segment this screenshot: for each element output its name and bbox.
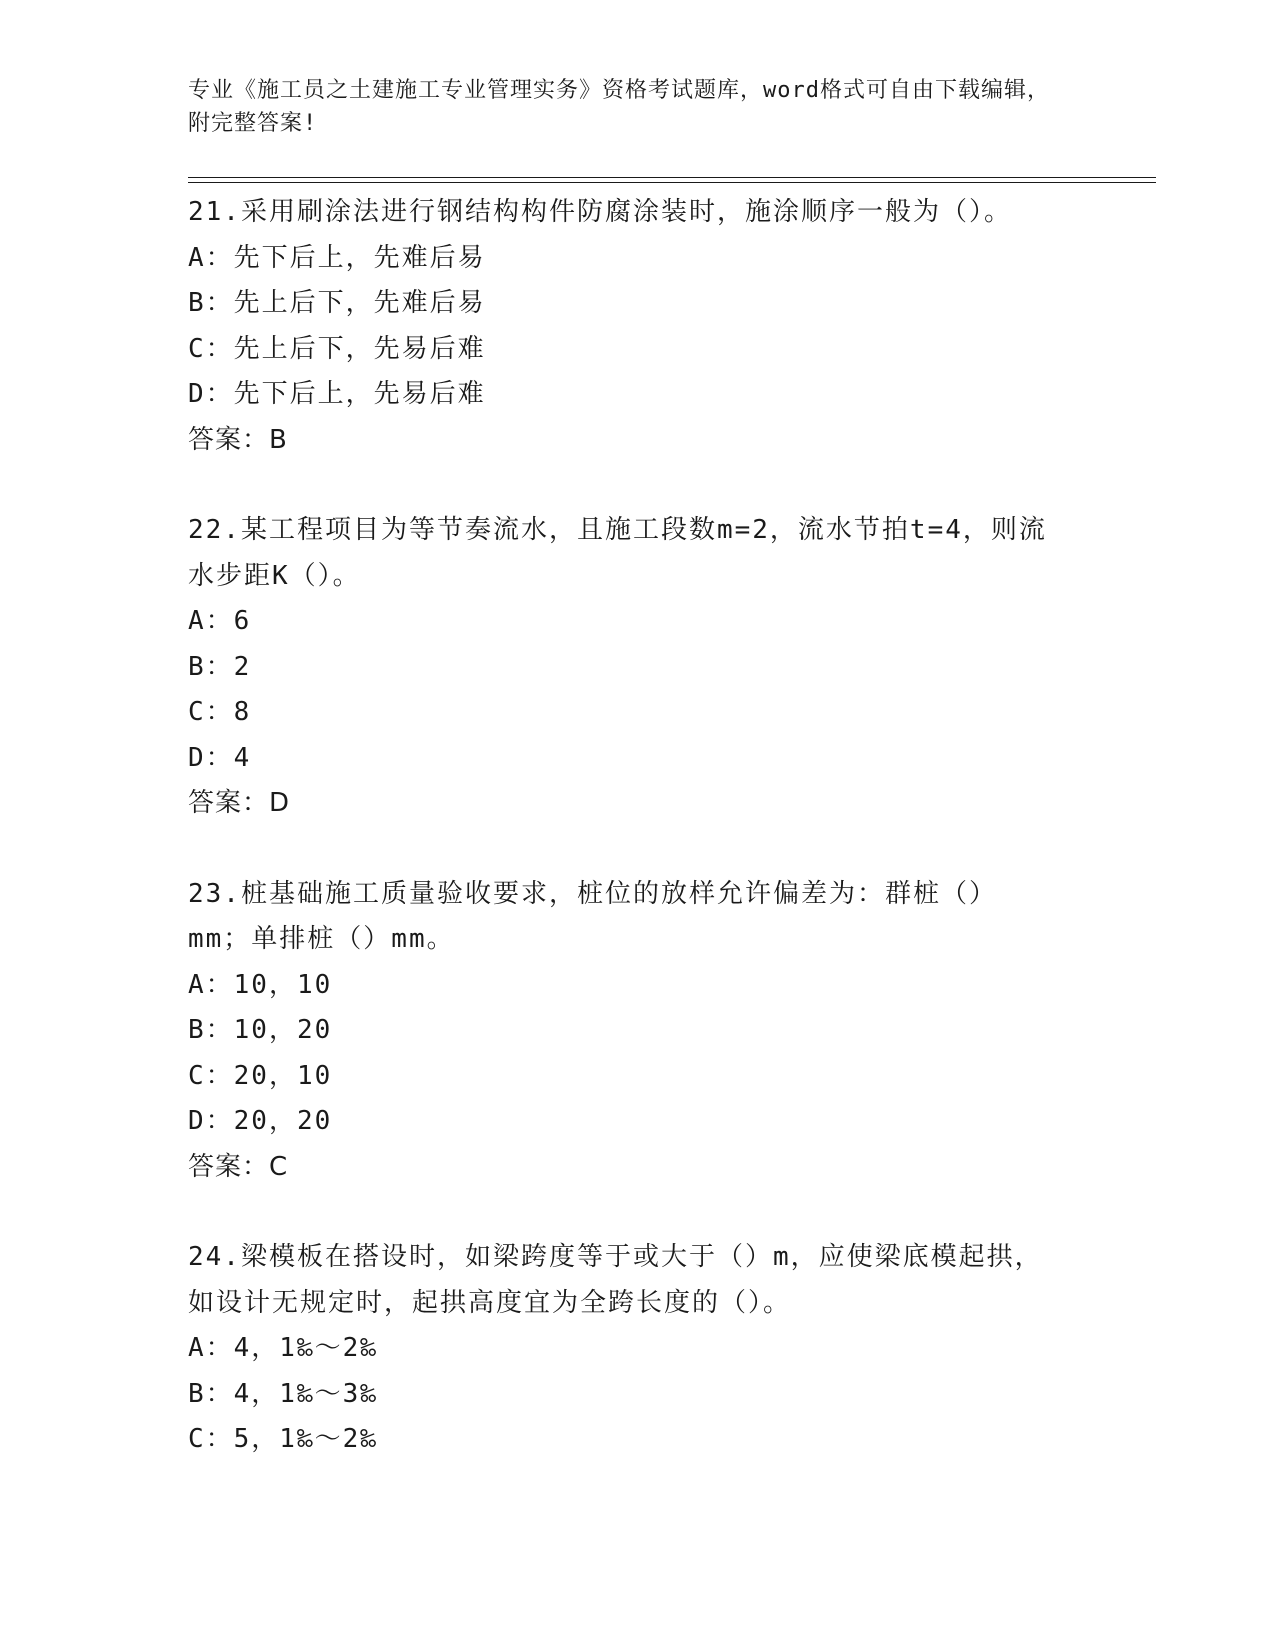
- question-text: 23.桩基础施工质量验收要求，桩位的放样允许偏差为：群桩（）mm；单排桩（）mm。: [188, 878, 997, 954]
- option-a: A：先下后上，先难后易: [188, 242, 486, 273]
- option-b: B：10，20: [188, 1015, 333, 1045]
- answer: 答案：D: [188, 788, 291, 818]
- option-a: A：6: [188, 606, 252, 636]
- option-a: A：4，1‰～2‰: [188, 1333, 378, 1363]
- option-c: C：5，1‰～2‰: [188, 1424, 378, 1454]
- option-c: C：20，10: [188, 1060, 333, 1091]
- document-header: 专业《施工员之土建施工专业管理实务》资格考试题库，word格式可自由下载编辑，附完整答案!: [188, 78, 1050, 136]
- question-text: 22.某工程项目为等节奏流水，且施工段数m=2，流水节拍t=4，则流水步距K（）。: [188, 515, 1047, 591]
- question-22: [188, 508, 1088, 827]
- header-rule-bottom: [188, 182, 1156, 183]
- option-d: D：先下后上，先易后难: [188, 379, 486, 409]
- question-list: [188, 190, 1088, 1508]
- option-b: B：4，1‰～3‰: [188, 1378, 378, 1409]
- option-b: B：先上后下，先难后易: [188, 288, 486, 318]
- option-d: D：20，20: [188, 1106, 333, 1136]
- option-c: C：8: [188, 697, 252, 727]
- question-text: 21.采用刷涂法进行钢结构构件防腐涂装时，施涂顺序一般为（）。: [188, 197, 1012, 227]
- option-c: C：先上后下，先易后难: [188, 333, 486, 364]
- answer: 答案：C: [188, 1151, 289, 1182]
- question-text: 24.梁模板在搭设时，如梁跨度等于或大于（）m，应使梁底模起拱，如设计无规定时，起拱高度宜为全跨长度的（）。: [188, 1242, 1043, 1318]
- option-d: D：4: [188, 742, 252, 773]
- option-b: B：2: [188, 651, 252, 682]
- answer: 答案：B: [188, 424, 288, 455]
- question-23: [188, 872, 1088, 1191]
- header-rule-top: [188, 177, 1156, 178]
- option-a: A：10，10: [188, 969, 333, 1000]
- question-21: [188, 190, 1088, 463]
- question-24: [188, 1235, 1088, 1463]
